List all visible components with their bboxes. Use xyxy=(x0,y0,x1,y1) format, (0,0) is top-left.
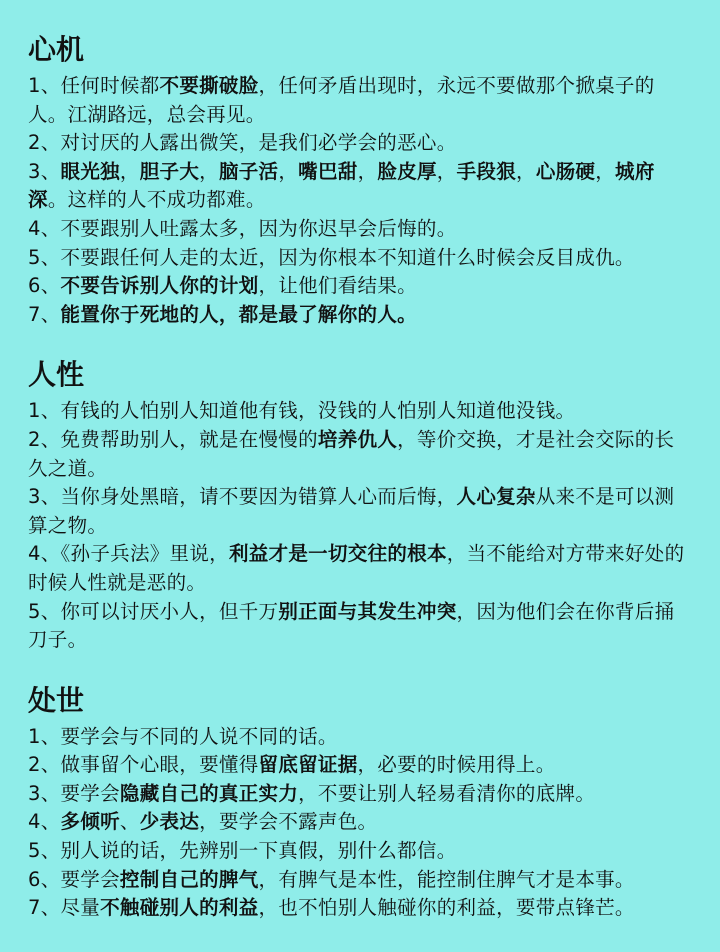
bold-text: 嘴巴甜 xyxy=(298,159,358,183)
section-title: 处世 xyxy=(28,683,85,717)
text-run: 2、做事留个心眼，要懂得 xyxy=(28,753,259,777)
list-item xyxy=(28,894,694,923)
bold-text: 能置你于死地的人，都是最了解你的人。 xyxy=(60,302,417,326)
text-run: 4、 xyxy=(28,810,61,834)
bold-text: 脸皮厚 xyxy=(377,159,437,183)
bold-text: 不要告诉别人你的计划 xyxy=(60,274,259,298)
bold-text: 不要撕破脸 xyxy=(159,74,259,97)
text-run: 6、要学会 xyxy=(28,867,120,891)
text-run: ， xyxy=(357,159,378,183)
text-run: 6、 xyxy=(28,274,61,298)
section-xinji xyxy=(28,30,694,329)
list-item xyxy=(28,215,694,244)
text-run: ，要学会不露声色。 xyxy=(199,810,378,834)
bold-text: 别正面与其发生冲突 xyxy=(278,599,457,623)
bold-text: 隐藏自己的真正实力 xyxy=(119,781,299,805)
bold-text: 利益才是一切交往的根本 xyxy=(228,542,447,566)
bold-text: 心肠硬 xyxy=(535,159,596,183)
section-title: 人性 xyxy=(28,358,85,392)
list-item xyxy=(28,301,694,330)
text-run: 4、不要跟别人吐露太多，因为你迟早会后悔的。 xyxy=(28,216,457,240)
bold-text: 城府深 xyxy=(28,159,655,212)
bold-text: 手段狠 xyxy=(456,159,517,183)
text-run: ，当不能给对方带来好处的时候人性就是恶的。 xyxy=(28,542,685,594)
text-run: 3、要学会 xyxy=(28,781,120,805)
section-chushi xyxy=(28,681,694,923)
text-run: 1、要学会与不同的人说不同的话。 xyxy=(28,724,338,748)
text-run: 4、《孙子兵法》里说， xyxy=(28,542,229,566)
text-run: 1、任何时候都 xyxy=(28,74,160,97)
list-item xyxy=(28,158,694,215)
section-renxing xyxy=(28,355,694,654)
text-run: ，让他们看结果。 xyxy=(258,274,417,298)
list-item xyxy=(28,723,694,752)
bold-text: 控制自己的脾气 xyxy=(119,867,259,891)
text-run: 。这样的人不成功都难。 xyxy=(47,188,266,212)
text-run: 5、别人说的话，先辨别一下真假，别什么都信。 xyxy=(28,839,457,863)
bold-text: 培养仇人 xyxy=(317,427,398,451)
bold-text: 多倾听 xyxy=(60,810,120,834)
list-item xyxy=(28,837,694,866)
bold-text: 胆子大 xyxy=(139,159,200,183)
list-item xyxy=(28,808,694,837)
text-run: ，也不怕别人触碰你的利益，要带点锋芒。 xyxy=(258,896,635,920)
text-run: ， xyxy=(119,159,140,183)
list-item xyxy=(28,72,694,129)
text-run: ， xyxy=(436,159,457,183)
bold-text: 留底留证据 xyxy=(258,753,358,777)
list-item xyxy=(28,780,694,809)
text-run: ，等价交换，才是社会交际的长久之道。 xyxy=(28,427,675,480)
list-item xyxy=(28,483,694,540)
bold-text: 脑子活 xyxy=(218,159,279,183)
text-run: 、 xyxy=(119,810,140,834)
text-run: ，有脾气是本性，能控制住脾气才是本事。 xyxy=(258,867,635,891)
text-run: 从来不是可以测算之物。 xyxy=(28,485,675,537)
list-item xyxy=(28,426,694,483)
section-title: 心机 xyxy=(28,33,85,66)
text-run: ， xyxy=(199,159,219,183)
text-run: ，必要的时候用得上。 xyxy=(357,753,556,777)
list-item xyxy=(28,129,694,158)
text-run: 7、尽量 xyxy=(28,896,101,920)
text-run: ， xyxy=(516,159,536,183)
text-run: ，不要让别人轻易看清你的底牌。 xyxy=(298,781,596,805)
text-run: 3、 xyxy=(28,159,61,183)
list-item xyxy=(28,540,694,597)
text-run: 1、有钱的人怕别人知道他有钱，没钱的人怕别人知道他没钱。 xyxy=(28,399,576,423)
bold-text: 人心复杂 xyxy=(456,485,536,509)
text-run: ， xyxy=(595,159,616,183)
text-run: ， xyxy=(278,159,299,183)
text-run: 3、当你身处黑暗，请不要因为错算人心而后悔， xyxy=(28,485,457,509)
bold-text: 不触碰别人的利益 xyxy=(100,896,259,920)
text-run: 2、免费帮助别人，就是在慢慢的 xyxy=(28,427,318,451)
bold-text: 眼光独 xyxy=(60,159,120,183)
text-run: ，因为他们会在你背后捅刀子。 xyxy=(28,599,675,652)
list-item xyxy=(28,751,694,780)
bold-text: 少表达 xyxy=(139,810,200,834)
text-run: 5、你可以讨厌小人，但千万 xyxy=(28,599,279,623)
list-item xyxy=(28,866,694,895)
text-run: ，任何矛盾出现时，永远不要做那个掀桌子的人。江湖路远，总会再见。 xyxy=(28,74,655,126)
list-item xyxy=(28,244,694,273)
list-item xyxy=(28,397,694,426)
text-run: 5、不要跟任何人走的太近，因为你根本不知道什么时候会反目成仇。 xyxy=(28,245,635,269)
list-item xyxy=(28,598,694,655)
list-item xyxy=(28,272,694,301)
text-run: 2、对讨厌的人露出微笑，是我们必学会的恶心。 xyxy=(28,131,457,155)
text-run: 7、 xyxy=(28,302,61,326)
